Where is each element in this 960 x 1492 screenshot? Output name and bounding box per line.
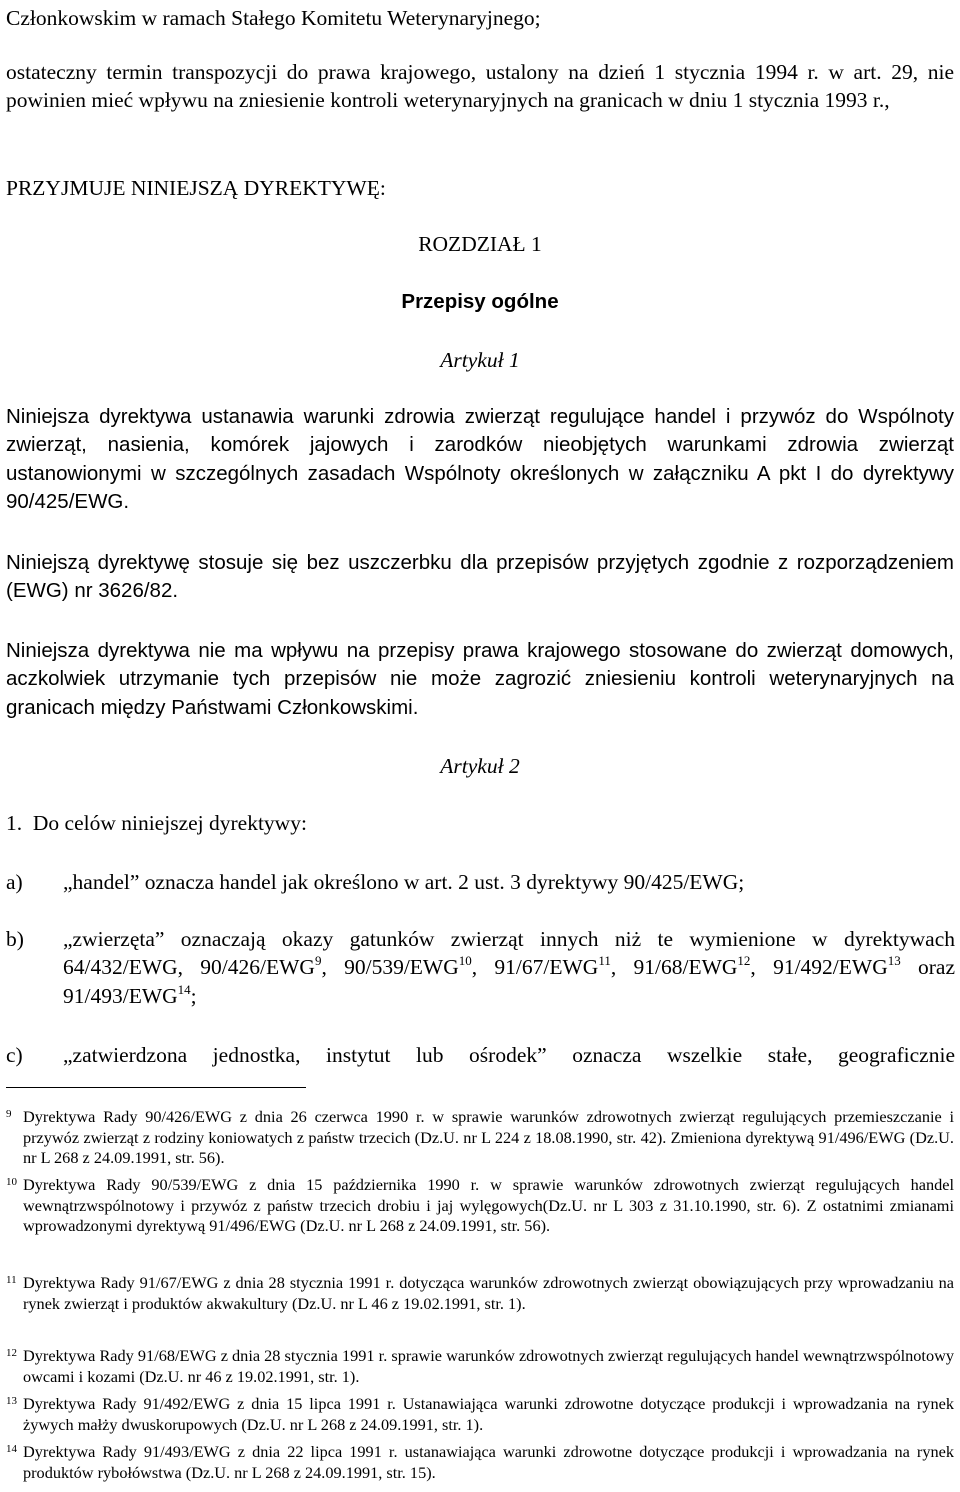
item-label: b) — [6, 927, 24, 951]
footnote-ref: 9 — [314, 953, 322, 969]
intro-line: Członkowskim w ramach Stałego Komitetu Weterynaryjnego; — [6, 6, 541, 30]
footnote-number: 12 — [6, 1347, 17, 1359]
footnote — [6, 1394, 954, 1435]
footnote-ref: 12 — [737, 953, 751, 969]
footnote-text: Dyrektywa Rady 90/426/EWG z dnia 26 czerwca 1990 r. w sprawie warunków zdrowotnych zwierząt regulujących przemieszczanie i przywóz zwierząt z rodziny koniowatych z państw trzecich (Dz.U. nr L 224 z 18.08.1990, str. 42). Zmieniona dyrektywą 91/496/EWG (Dz.U. nr L 268 z 24.09.1991, str. 56). — [23, 1107, 954, 1168]
footnote-number: 10 — [6, 1176, 17, 1188]
footnote-number: 13 — [6, 1395, 17, 1407]
article-1-heading: Artykuł 1 — [440, 348, 520, 372]
footnote-ref: 11 — [598, 953, 611, 969]
chapter-title: ROZDZIAŁ 1 — [418, 232, 542, 256]
footnote-text: Dyrektywa Rady 91/492/EWG z dnia 15 lipca 1991 r. Ustanawiająca warunki zdrowotne dotyczące produkcji i wprowadzania na rynek żywych małży dwuskorupowych (Dz.U. nr L 268 z 24.09.1991, str. 1). — [23, 1394, 954, 1434]
intro-paragraph: ostateczny termin transpozycji do prawa krajowego, ustalony na dzień 1 stycznia 1994 r. w art. 29, nie powinien mieć wpływu na zniesienie kontroli weterynaryjnych na granicach w dniu 1 stycznia 1993 r., — [6, 60, 954, 113]
footnote-ref: 10 — [458, 953, 472, 969]
footnote-number: 9 — [6, 1108, 12, 1120]
chapter-subtitle: Przepisy ogólne — [401, 290, 559, 313]
footnote — [6, 1175, 954, 1237]
item-label: a) — [6, 870, 23, 894]
footnote-text: Dyrektywa Rady 91/493/EWG z dnia 22 lipca 1991 r. ustanawiająca warunki zdrowotne dotyczące produkcji i wprowadzania na rynek produktów rybołówstwa (Dz.U. nr L 268 z 24.09.1991, str. 15). — [23, 1442, 954, 1482]
footnote-text: Dyrektywa Rady 90/539/EWG z dnia 15 października 1990 r. w sprawie warunków zdrowotnych zwierząt regulujących handel wewnątrzwspólnotowy i przywóz z państw trzecich drobiu i jaj wylęgowych(Dz.U. nr L 303 z 31.10.1990, str. 6). Z ostatnimi zmianami wprowadzonymi dyrektywą 91/496/EWG (Dz.U. nr L 268 z 24.09.1991, str. 56). — [23, 1175, 954, 1236]
footnote-text: Dyrektywa Rady 91/68/EWG z dnia 28 stycznia 1991 r. sprawie warunków zdrowotnych zwierząt regulujących handel wewnątrzwspólnotowy owcami i kozami (Dz.U. nr 46 z 19.02.1991, str. 1). — [23, 1346, 954, 1386]
footnote-separator — [6, 1087, 306, 1088]
footnote — [6, 1273, 954, 1314]
footnote — [6, 1346, 954, 1387]
item-text: „zwierzęta” oznaczają okazy gatunków zwierząt innych niż te wymienione w dyrektywach 64/432/EWG, 90/426/EWG$^9$, 90/539/EWG$^{10}$, 91/67/EWG$^{11}$, 91/68/EWG$^{12}$, 91/492/EWG$^{13}$ oraz 91/493/EWG$^{14}$; — [63, 927, 956, 1008]
footnote-ref: 13 — [887, 953, 901, 969]
item-text: „zatwierdzona jednostka, instytut lub ośrodek” oznacza wszelkie stałe, geograficznie — [63, 1043, 955, 1067]
article-2-point-1: 1. Do celów niniejszej dyrektywy: — [6, 811, 307, 835]
footnote-number: 14 — [6, 1443, 17, 1455]
item-label: c) — [6, 1043, 23, 1067]
footnote — [6, 1107, 954, 1169]
item-text: „handel” oznacza handel jak określono w art. 2 ust. 3 dyrektywy 90/425/EWG; — [63, 870, 745, 894]
article-1-paragraph-2: Niniejszą dyrektywę stosuje się bez uszczerbku dla przepisów przyjętych zgodnie z rozporządzeniem (EWG) nr 3626/82. — [6, 551, 954, 603]
footnote-number: 11 — [6, 1274, 17, 1286]
adoption-formula: PRZYJMUJE NINIEJSZĄ DYREKTYWĘ: — [6, 176, 386, 200]
article-2-heading: Artykuł 2 — [440, 754, 520, 778]
footnote — [6, 1442, 954, 1483]
footnote-text: Dyrektywa Rady 91/67/EWG z dnia 28 stycznia 1991 r. dotycząca warunków zdrowotnych zwierząt obowiązujących przy wprowadzaniu na rynek zwierząt i produktów akwakultury (Dz.U. nr L 46 z 19.02.1991, str. 1). — [23, 1273, 954, 1313]
article-1-paragraph-1: Niniejsza dyrektywa ustanawia warunki zdrowia zwierząt regulujące handel i przywóz do Wspólnoty zwierząt, nasienia, komórek jajowych i zarodków nieobjętych warunkami zdrowia zwierząt ustanowionymi w szczególnych zasadach Wspólnoty określonych w załączniku A pkt I do dyrektywy 90/425/EWG. — [6, 405, 954, 514]
article-1-paragraph-3: Niniejsza dyrektywa nie ma wpływu na przepisy prawa krajowego stosowane do zwierząt domowych, aczkolwiek utrzymanie tych przepisów nie może zagrozić zniesieniu kontroli weterynaryjnych na granicach między Państwami Członkowskimi. — [6, 639, 954, 719]
footnote-ref: 14 — [177, 981, 191, 997]
